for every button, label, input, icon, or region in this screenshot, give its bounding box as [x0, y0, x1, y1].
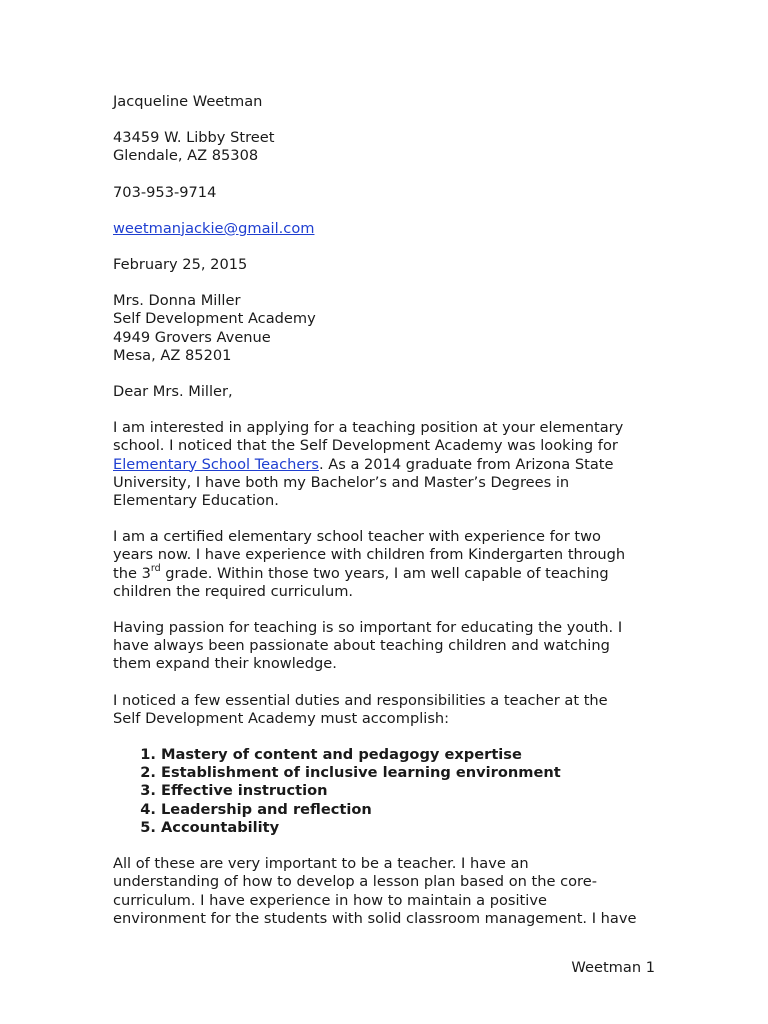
- sender-address-line2: Glendale, AZ 85308: [113, 147, 259, 165]
- paragraph-line: [113, 562, 658, 583]
- paragraph-line: curriculum. I have experience in how to maintain a positive: [113, 891, 547, 909]
- elementary-teachers-link[interactable]: Elementary School Teachers: [113, 455, 319, 473]
- paragraph-text: . As a 2014 graduate from Arizona State: [318, 455, 614, 473]
- paragraph-line: have always been passionate about teaching children and watching: [113, 637, 610, 655]
- list-item: 1. Mastery of content and pedagogy expertise: [161, 746, 658, 764]
- recipient-organization: Self Development Academy: [113, 310, 316, 328]
- paragraph-line: All of these are very important to be a teacher. I have an: [113, 855, 529, 873]
- paragraph-text: the 3: [113, 564, 151, 582]
- page-footer: Weetman 1: [571, 959, 655, 976]
- paragraph-line: years now. I have experience with children from Kindergarten through: [113, 546, 626, 564]
- paragraph-line: environment for the students with solid classroom management. I have: [113, 909, 637, 927]
- paragraph-line: Self Development Academy must accomplish:: [113, 709, 450, 727]
- paragraph-line: [113, 456, 658, 474]
- paragraph-line: University, I have both my Bachelor’s and Master’s Degrees in: [113, 473, 570, 491]
- letter-body: [113, 93, 658, 928]
- paragraph-experience: [113, 528, 658, 601]
- list-item: 3. Effective instruction: [161, 782, 658, 800]
- recipient-address-line2: Mesa, AZ 85201: [113, 346, 232, 364]
- paragraph-closing: [113, 855, 658, 928]
- paragraph-text: grade. Within those two years, I am well capable of teaching: [160, 564, 609, 582]
- paragraph-line: Elementary Education.: [113, 492, 279, 510]
- recipient-name: Mrs. Donna Miller: [113, 292, 241, 310]
- paragraph-line: school. I noticed that the Self Development Academy was looking for: [113, 437, 618, 455]
- recipient-address-line1: 4949 Grovers Avenue: [113, 328, 271, 346]
- sender-name: Jacqueline Weetman: [113, 93, 263, 110]
- list-item: 4. Leadership and reflection: [161, 801, 658, 819]
- letter-date: February 25, 2015: [113, 256, 248, 274]
- paragraph-line: I am a certified elementary school teacher with experience for two: [113, 528, 601, 546]
- paragraph-line: Having passion for teaching is so important for educating the youth. I: [113, 619, 623, 637]
- duties-list: [113, 746, 658, 837]
- paragraph-duties-intro: [113, 692, 658, 728]
- paragraph-line: I noticed a few essential duties and responsibilities a teacher at the: [113, 691, 608, 709]
- paragraph-line: them expand their knowledge.: [113, 655, 337, 673]
- ordinal-superscript: rd: [150, 562, 161, 574]
- sender-address-line1: 43459 W. Libby Street: [113, 129, 275, 147]
- sender-email-link[interactable]: weetmanjackie@gmail.com: [113, 219, 315, 237]
- list-item: 5. Accountability: [161, 819, 658, 837]
- paragraph-passion: [113, 619, 658, 674]
- paragraph-line: understanding of how to develop a lesson plan based on the core-: [113, 873, 597, 891]
- paragraph-intro: [113, 419, 658, 510]
- paragraph-line: children the required curriculum.: [113, 582, 354, 600]
- paragraph-line: I am interested in applying for a teaching position at your elementary: [113, 419, 624, 437]
- sender-phone: 703-953-9714: [113, 183, 217, 201]
- salutation: Dear Mrs. Miller,: [113, 383, 233, 401]
- list-item: 2. Establishment of inclusive learning environment: [161, 764, 658, 782]
